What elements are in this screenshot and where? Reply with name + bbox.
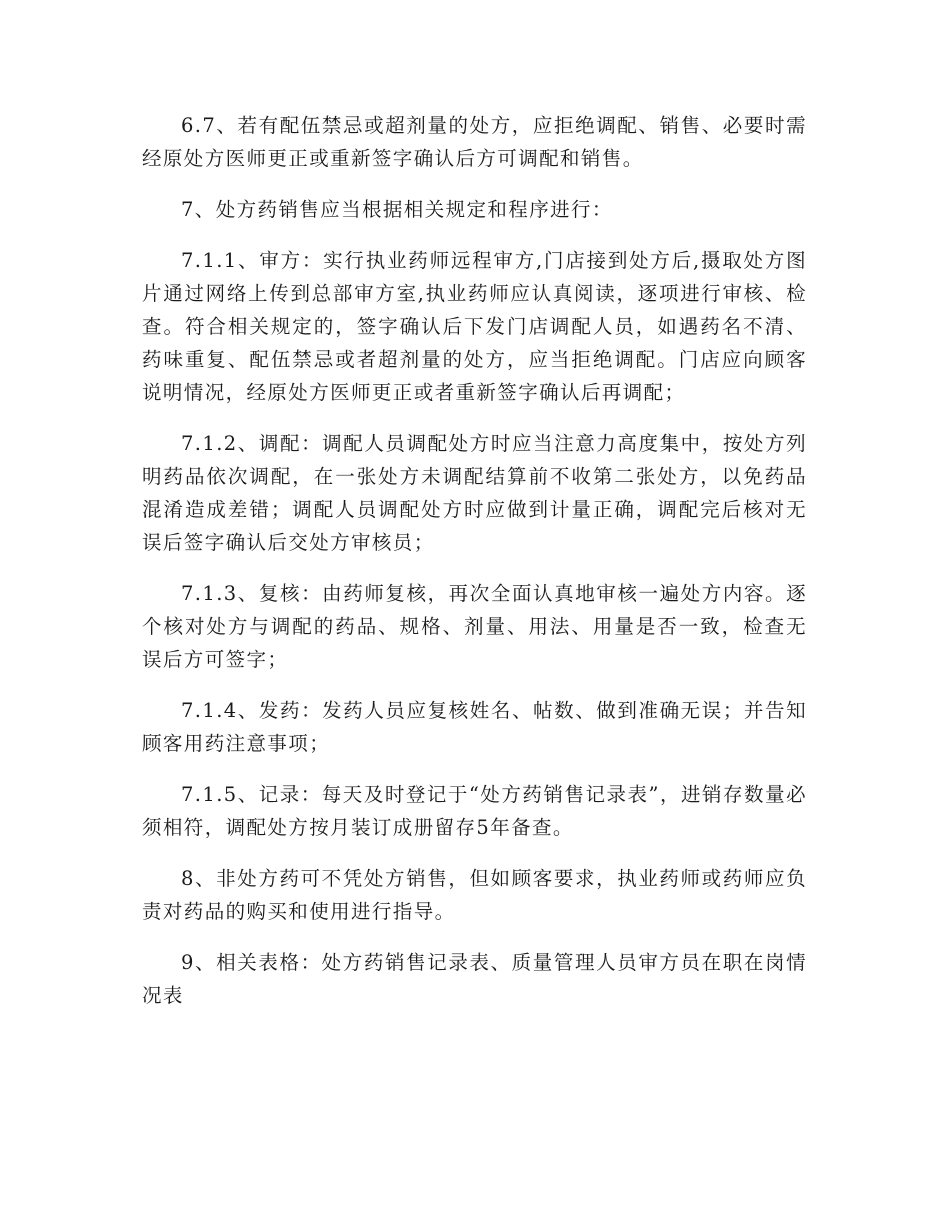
paragraph-7-1-1: 7.1.1、审方：实行执业药师远程审方,门店接到处方后,摄取处方图片通过网络上传到总部审方室,执业药师应认真阅读，逐项进行审核、检查。符合相关规定的，签字确认后下发门店调配人员，如遇药名不清、药味重复、配伍禁忌或者超剂量的处方，应当拒绝调配。门店应向顾客说明情况，经原处方医师更正或者重新签字确认后再调配； xyxy=(142,249,807,404)
document-body xyxy=(142,109,807,1030)
paragraph-7-1-2: 7.1.2、调配：调配人员调配处方时应当注意力高度集中，按处方列明药品依次调配，在一张处方未调配结算前不收第二张处方，以免药品混淆造成差错；调配人员调配处方时应做到计量正确，调配完后核对无误后签字确认后交处方审核员； xyxy=(142,432,807,554)
paragraph-7-1-4: 7.1.4、发药：发药人员应复核姓名、帖数、做到准确无误；并告知顾客用药注意事项； xyxy=(142,699,807,755)
paragraph-6-7: 6.7、若有配伍禁忌或超剂量的处方，应拒绝调配、销售、必要时需经原处方医师更正或重新签字确认后方可调配和销售。 xyxy=(142,114,807,170)
paragraph-8: 8、非处方药可不凭处方销售，但如顾客要求，执业药师或药师应负责对药品的购买和使用进行指导。 xyxy=(142,867,807,923)
paragraph-9: 9、相关表格：处方药销售记录表、质量管理人员审方员在职在岗情况表 xyxy=(142,951,807,1007)
paragraph-7-1-3: 7.1.3、复核：由药师复核，再次全面认真地审核一遍处方内容。逐个核对处方与调配的药品、规格、剂量、用法、用量是否一致，检查无误后方可签字； xyxy=(142,582,807,671)
paragraph-7: 7、处方药销售应当根据相关规定和程序进行： xyxy=(181,198,613,221)
paragraph-7-1-5: 7.1.5、记录：每天及时登记于“处方药销售记录表”，进销存数量必须相符，调配处方按月装订成册留存5年备查。 xyxy=(142,783,807,839)
